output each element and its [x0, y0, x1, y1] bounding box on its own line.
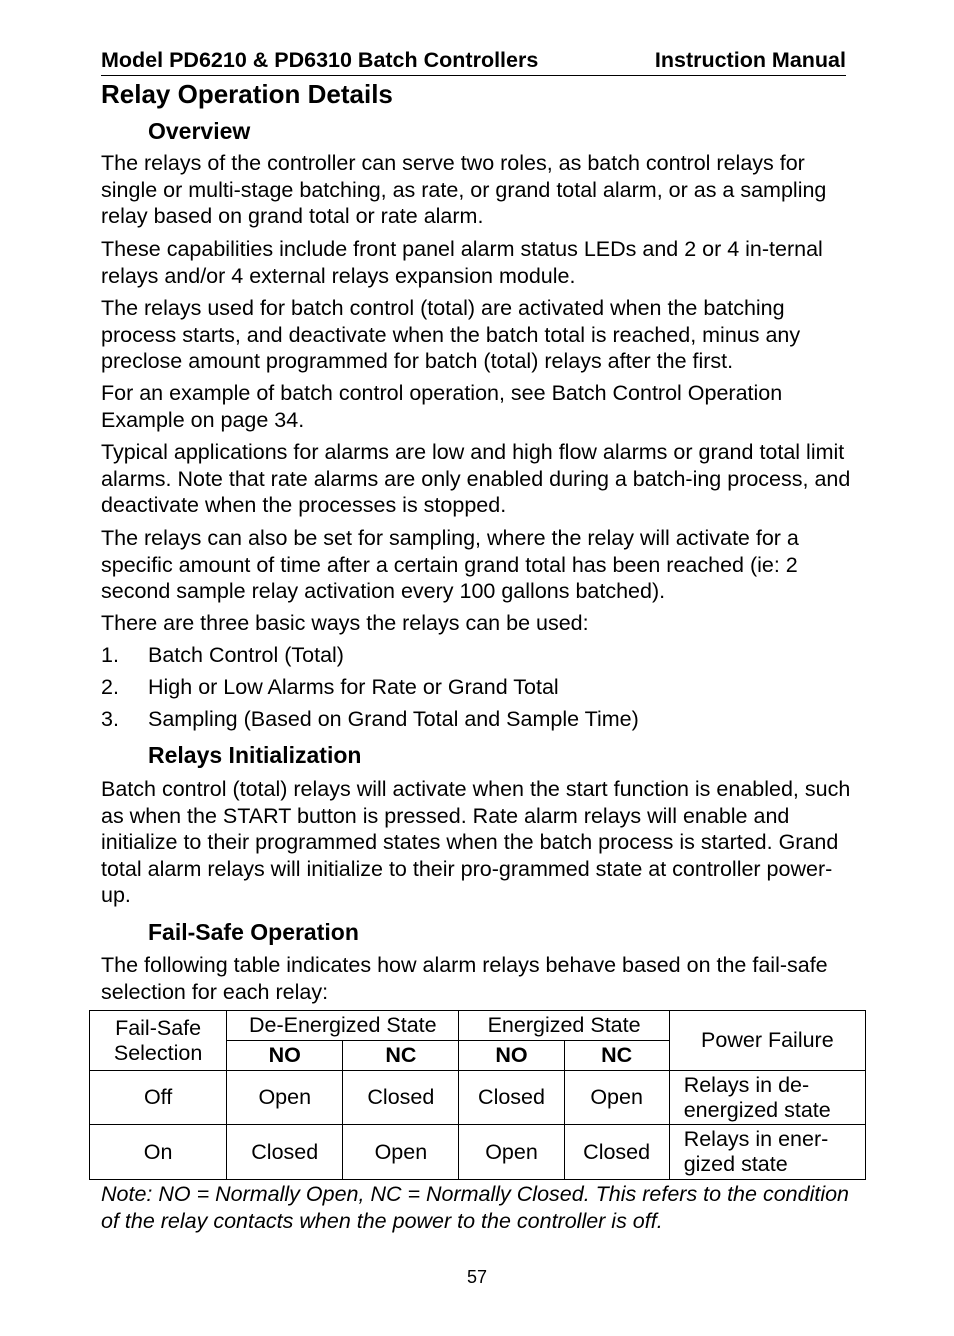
table-cell: Open — [343, 1125, 459, 1180]
list-text: Batch Control (Total) — [148, 643, 344, 667]
fail-safe-heading: Fail-Safe Operation — [148, 919, 359, 945]
overview-paragraph: For an example of batch control operation, see Batch Control Operation Example on page 34. — [101, 381, 783, 432]
overview-paragraph: The relays used for batch control (total) are activated when the batching process starts, and deactivate when the batch total is reached, minus any preclose amount programmed for batch (total) relays after the first. — [101, 296, 801, 373]
table-row — [90, 1125, 866, 1180]
de-energized-no-header: NO — [227, 1041, 343, 1071]
fail-safe-paragraph: The following table indicates how alarm relays behave based on the fail-safe selection for each relay: — [101, 953, 828, 1004]
table-cell: Closed — [564, 1125, 669, 1180]
de-energized-state-header: De-Energized State — [227, 1011, 459, 1041]
table-cell: Open — [227, 1071, 343, 1125]
overview-paragraph: There are three basic ways the relays can be used: — [101, 611, 589, 635]
energized-no-header: NO — [459, 1041, 564, 1071]
overview-paragraph: The relays can also be set for sampling, where the relay will activate for a specific amount of time after a certain grand total has been reached (ie: 2 second sample relay activation every 100 gallons batched). — [101, 526, 799, 603]
table-cell: Open — [564, 1071, 669, 1125]
page-header — [101, 47, 846, 76]
header-model: Model PD6210 & PD6310 Batch Controllers — [101, 48, 539, 72]
table-cell: Closed — [459, 1071, 564, 1125]
energized-nc-header: NC — [564, 1041, 669, 1071]
table-cell: Closed — [343, 1071, 459, 1125]
selection-cell: Off — [90, 1071, 227, 1125]
list-number: 3. — [101, 707, 119, 731]
list-text: Sampling (Based on Grand Total and Sample Time) — [148, 707, 639, 731]
table-cell: Open — [459, 1125, 564, 1180]
de-energized-nc-header: NC — [343, 1041, 459, 1071]
list-number: 2. — [101, 675, 119, 699]
overview-paragraph: The relays of the controller can serve two roles, as batch control relays for single or multi-stage batching, as rate, or grand total alarm, or as a sampling relay based on grand total or rate alarm. — [101, 151, 827, 228]
page-number: 57 — [466, 1267, 488, 1287]
table-row — [90, 1071, 866, 1125]
fail-safe-selection-header: Fail-Safe Selection — [90, 1011, 227, 1071]
table-note: Note: NO = Normally Open, NC = Normally Closed. This refers to the condition of the relay contacts when the power to the controller is off. — [101, 1182, 850, 1233]
power-failure-header: Power Failure — [669, 1011, 865, 1071]
selection-cell: On — [90, 1125, 227, 1180]
overview-paragraph: Typical applications for alarms are low and high flow alarms or grand total limit alarms. Note that rate alarms are only enabled during a batch-ing process, and deactivate when the processes is stopped. — [101, 440, 851, 517]
power-failure-cell: Relays in ener-gized state — [669, 1125, 865, 1180]
overview-heading: Overview — [148, 118, 251, 144]
overview-paragraph: These capabilities include front panel alarm status LEDs and 2 or 4 in-ternal relays and/or 4 external relays expansion module. — [101, 237, 823, 288]
page-title: Relay Operation Details — [101, 79, 393, 109]
energized-state-header: Energized State — [459, 1011, 669, 1041]
list-number: 1. — [101, 643, 119, 667]
table-cell: Closed — [227, 1125, 343, 1180]
power-failure-cell: Relays in de-energized state — [669, 1071, 865, 1125]
initialization-paragraph: Batch control (total) relays will activate when the start function is enabled, such as when the START button is pressed. Rate alarm relays will enable and initialize to their programmed states when the batch process is started. Grand total alarm relays will initialize to their pro-grammed state at controller power-up. — [101, 777, 851, 907]
relays-initialization-heading: Relays Initialization — [148, 742, 362, 768]
fail-safe-table — [89, 1010, 866, 1180]
header-manual: Instruction Manual — [654, 48, 846, 72]
list-text: High or Low Alarms for Rate or Grand Total — [148, 675, 559, 699]
